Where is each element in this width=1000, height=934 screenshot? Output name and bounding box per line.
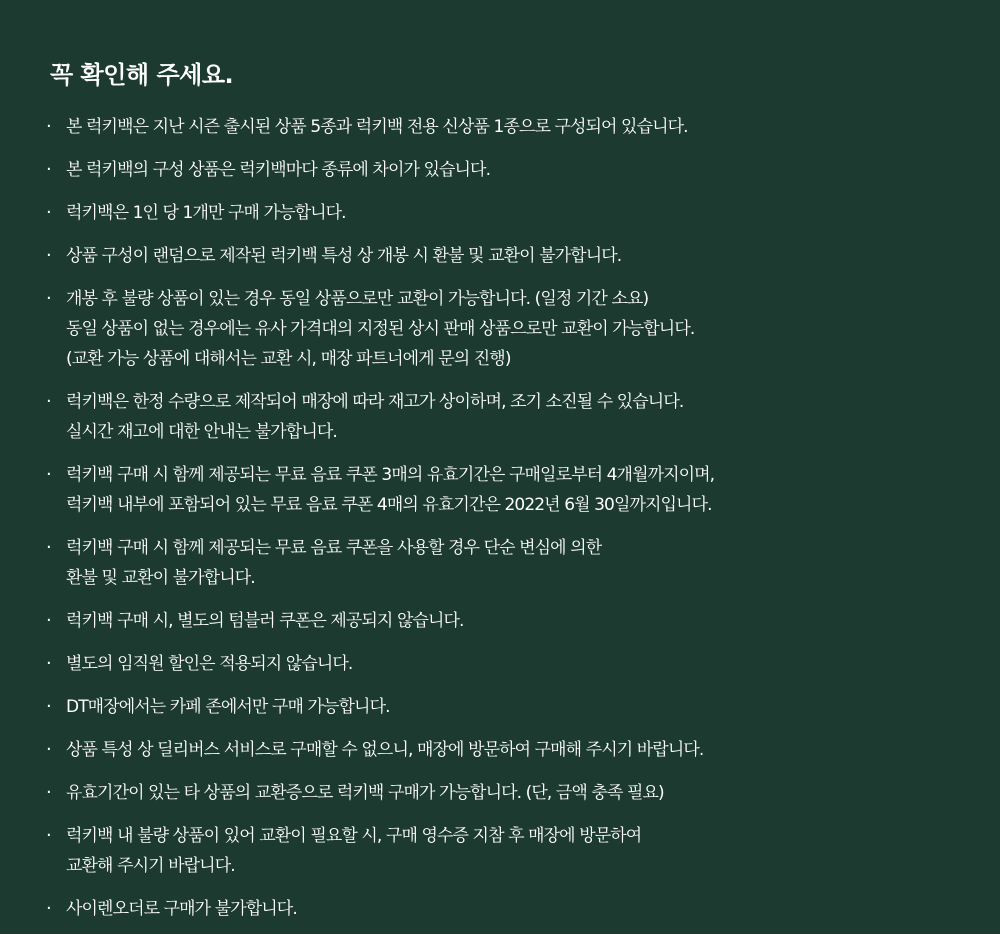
notice-item-text xyxy=(66,735,960,765)
bullet-icon: · xyxy=(46,245,52,266)
notice-item-text xyxy=(66,112,960,142)
bullet-icon: · xyxy=(46,696,52,717)
notice-item-text xyxy=(66,533,960,593)
notice-item-text xyxy=(66,692,960,722)
notice-item-text xyxy=(66,387,960,447)
notice-item xyxy=(46,778,960,808)
notice-item-text xyxy=(66,460,960,520)
notice-item xyxy=(46,649,960,679)
notice-item-line: 사이렌오더로 구매가 불가합니다. xyxy=(66,899,297,919)
notice-item xyxy=(46,821,960,881)
notice-item-line: 교환해 주시기 바랍니다. xyxy=(66,856,235,876)
notice-item-line: 개봉 후 불량 상품이 있는 경우 동일 상품으로만 교환이 가능합니다. (일정 기간 소요) xyxy=(66,289,649,309)
notice-item xyxy=(46,606,960,636)
notice-item-line: 동일 상품이 없는 경우에는 유사 가격대의 지정된 상시 판매 상품으로만 교환이 가능합니다. xyxy=(66,319,695,339)
bullet-icon: · xyxy=(46,537,52,558)
notice-item-text xyxy=(66,284,960,374)
notice-item xyxy=(46,894,960,924)
bullet-icon: · xyxy=(46,116,52,137)
notice-item xyxy=(46,198,960,228)
notice-item xyxy=(46,692,960,722)
bullet-icon: · xyxy=(46,202,52,223)
notice-item xyxy=(46,735,960,765)
bullet-icon: · xyxy=(46,391,52,412)
bullet-icon: · xyxy=(46,739,52,760)
notice-item-line: 상품 특성 상 딜리버스 서비스로 구매할 수 없으니, 매장에 방문하여 구매해 주시기 바랍니다. xyxy=(66,740,704,760)
notice-item-line: 본 럭키백의 구성 상품은 럭키백마다 종류에 차이가 있습니다. xyxy=(66,160,491,180)
notice-item-text xyxy=(66,649,960,679)
notice-item-line: 럭키백은 한정 수량으로 제작되어 매장에 따라 재고가 상이하며, 조기 소진될 수 있습니다. xyxy=(66,392,684,412)
bullet-icon: · xyxy=(46,653,52,674)
notice-item-line: 별도의 임직원 할인은 적용되지 않습니다. xyxy=(66,654,353,674)
notice-item-line: 럭키백 구매 시 함께 제공되는 무료 음료 쿠폰 3매의 유효기간은 구매일로부터 4개월까지이며, xyxy=(66,465,715,485)
notice-item-line: 실시간 재고에 대한 안내는 불가합니다. xyxy=(66,422,337,442)
notice-item-line: 유효기간이 있는 타 상품의 교환증으로 럭키백 구매가 가능합니다. (단, 금액 충족 필요) xyxy=(66,783,664,803)
notice-item xyxy=(46,533,960,593)
bullet-icon: · xyxy=(46,825,52,846)
notice-item xyxy=(46,284,960,374)
notice-list xyxy=(46,112,960,924)
bullet-icon: · xyxy=(46,610,52,631)
notice-item-line: 본 럭키백은 지난 시즌 출시된 상품 5종과 럭키백 전용 신상품 1종으로 구성되어 있습니다. xyxy=(66,117,688,137)
notice-item xyxy=(46,460,960,520)
notice-item-line: 환불 및 교환이 불가합니다. xyxy=(66,568,255,588)
notice-item xyxy=(46,241,960,271)
notice-item xyxy=(46,387,960,447)
notice-item-text xyxy=(66,606,960,636)
bullet-icon: · xyxy=(46,898,52,919)
notice-item-text xyxy=(66,155,960,185)
bullet-icon: · xyxy=(46,782,52,803)
bullet-icon: · xyxy=(46,159,52,180)
notice-item-line: 럭키백 내 불량 상품이 있어 교환이 필요할 시, 구매 영수증 지참 후 매장에 방문하여 xyxy=(66,826,642,846)
notice-item-text xyxy=(66,198,960,228)
bullet-icon: · xyxy=(46,288,52,309)
bullet-icon: · xyxy=(46,464,52,485)
notice-title: 꼭 확인해 주세요. xyxy=(50,61,234,89)
notice-item-text xyxy=(66,821,960,881)
notice-item xyxy=(46,155,960,185)
notice-item-line: 럭키백 내부에 포함되어 있는 무료 음료 쿠폰 4매의 유효기간은 2022년 6월 30일까지입니다. xyxy=(66,495,712,515)
notice-item-line: 상품 구성이 랜덤으로 제작된 럭키백 특성 상 개봉 시 환불 및 교환이 불가합니다. xyxy=(66,246,622,266)
notice-item-line: DT매장에서는 카페 존에서만 구매 가능합니다. xyxy=(66,697,390,717)
notice-item xyxy=(46,112,960,142)
notice-item-line: 럭키백 구매 시 함께 제공되는 무료 음료 쿠폰을 사용할 경우 단순 변심에 의한 xyxy=(66,538,602,558)
notice-item-text xyxy=(66,778,960,808)
notice-item-text xyxy=(66,894,960,924)
notice-item-line: (교환 가능 상품에 대해서는 교환 시, 매장 파트너에게 문의 진행) xyxy=(66,349,511,369)
notice-item-line: 럭키백은 1인 당 1개만 구매 가능합니다. xyxy=(66,203,346,223)
notice-item-text xyxy=(66,241,960,271)
notice-item-line: 럭키백 구매 시, 별도의 텀블러 쿠폰은 제공되지 않습니다. xyxy=(66,611,464,631)
